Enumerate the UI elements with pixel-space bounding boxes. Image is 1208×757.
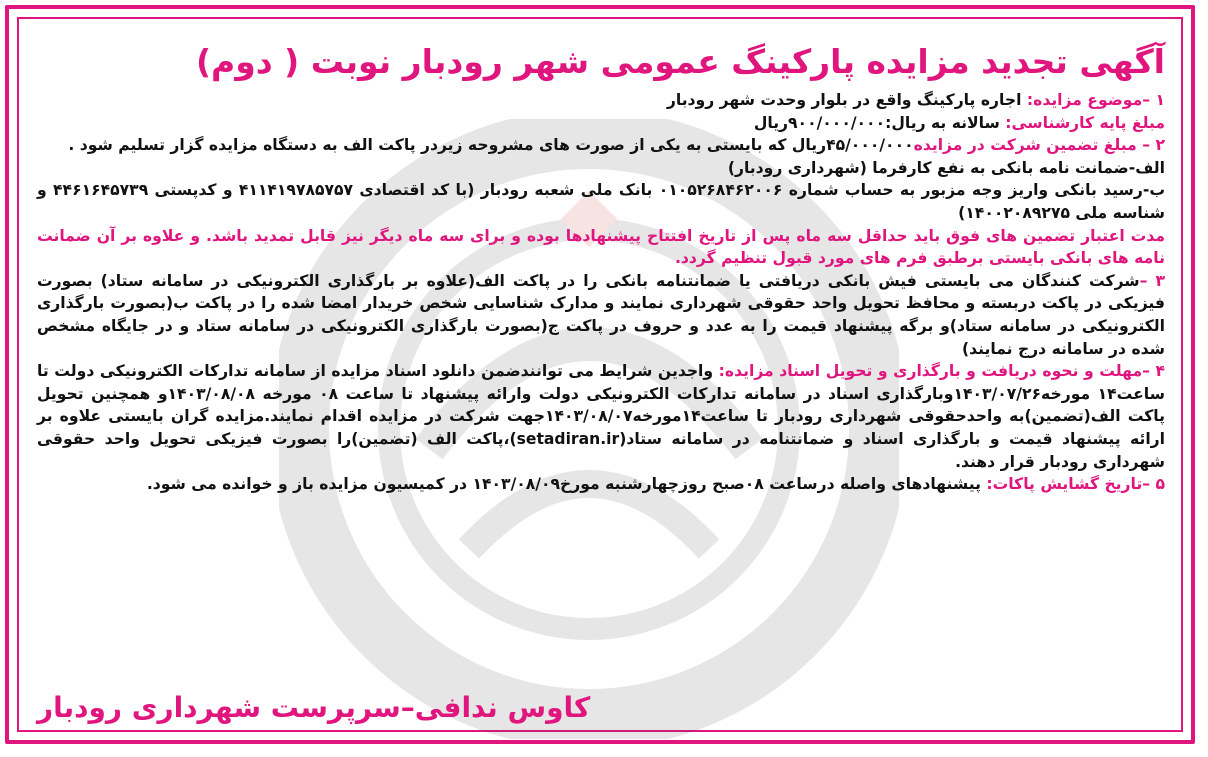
- section-2-item-a: الف-ضمانت نامه بانکی به نفع کارفرما (شهرداری رودبار): [727, 158, 1165, 177]
- section-1-text: اجاره پارکینگ واقع در بلوار وحدت شهر رودبار: [666, 91, 1027, 109]
- section-1: [37, 89, 1165, 112]
- section-2-text: ۴۵/۰۰۰/۰۰۰ریال که بایستی به یکی از صورت های مشروحه زیردر پاکت الف به دستگاه مزایده گزار تسلیم شود .: [68, 136, 914, 155]
- notice-frame: [5, 5, 1195, 744]
- base-price: [37, 112, 1165, 135]
- base-price-text: سالانه به ریال:۹۰۰/۰۰۰/۰۰۰ریال: [753, 113, 1006, 132]
- signature: کاوس ندافی–سرپرست شهرداری رودبار: [37, 691, 591, 724]
- section-3-text: شرکت کنندگان می بایستی فیش بانکی دریافتی یا ضمانتنامه بانکی را در پاکت الف(علاوه بر بارگذاری الکترونیکی در سامانه ستاد) بصورت فیزیکی در پاکت دربسته و محافظ تحویل واحد حقوقی شهرداری نمایند و مدارک شناسایی شخص خریدار امضا شده را در پاکت ب(بصورت بارگذاری الکترونیکی در سامانه ستاد)و برگه پیشنهاد قیمت را به عدد و حروف در پاکت ج(بصورت بارگذاری الکترونیکی در سامانه ستاد و در جایگاه مشخص شده در سامانه درج نمایند): [37, 271, 1165, 358]
- section-5: [37, 473, 1165, 496]
- section-3: [37, 270, 1165, 360]
- section-4-text-2: )،پاکت الف (تضمین)را بصورت فیزیکی تحویل واحد حقوقی شهرداری رودبار قرار دهند.: [37, 429, 1165, 471]
- section-2: [37, 134, 1165, 157]
- section-3-heading: ۳ –: [1139, 271, 1165, 290]
- notice-content: [37, 35, 1165, 724]
- setadiran-website-link[interactable]: setadiran.ir: [516, 429, 620, 448]
- notice-title: آگهی تجدید مزایده پارکینگ عمومی شهر رودبار نوبت ( دوم): [195, 42, 1165, 81]
- section-4: [37, 360, 1165, 473]
- section-2-item-b: ب-رسید بانکی واریز وجه مزبور به حساب شماره ۰۱۰۵۲۶۸۴۶۲۰۰۶ بانک ملی شعبه رودبار (با کد اقتصادی ۴۱۱۴۱۹۷۸۵۷۵۷ و کدپستی ۴۴۶۱۶۴۵۷۳۹ و شناسه ملی ۱۴۰۰۲۰۸۹۲۷۵): [37, 181, 1165, 222]
- section-4-heading: ۴ –مهلت و نحوه دریافت و بارگذاری و تحویل اسناد مزایده:: [718, 362, 1165, 381]
- section-2-heading: ۲ – مبلغ تضمین شرکت در مزایده: [913, 136, 1165, 155]
- base-price-heading: مبلغ پایه کارشناسی:: [1005, 113, 1165, 132]
- section-5-heading: ۵ –تاریخ گشایش پاکات:: [986, 475, 1165, 494]
- guarantee-validity-note: مدت اعتبار تضمین های فوق باید حداقل سه ماه پس از تاریخ افتتاح پیشنهادها بوده و برای سه ماه دیگر نیز قابل تمدید باشد. و علاوه بر آن ضمانت نامه های بانکی بایستی برطبق فرم های مورد قبول تنظیم گردد.: [37, 226, 1165, 268]
- section-5-text: پیشنهادهای واصله درساعت ۰۸صبح روزچهارشنبه مورخ۱۴۰۳/۰۸/۰۹ در کمیسیون مزایده باز و خوانده می شود.: [146, 475, 987, 494]
- section-1-heading: ۱ –موضوع مزایده:: [1026, 91, 1165, 109]
- section-4-text-1: واجدین شرایط می توانندضمن دانلود اسناد مزایده از سامانه تدارکات الکترونیکی دولت تا ساعت۱۴ مورخه۱۴۰۳/۰۷/۲۶وبارگذاری اسناد در سامانه تدارکات الکترونیکی دولت وارائه پیشنهاد تا ساعت ۰۸ مورخه ۱۴۰۳/۰۸/۰۸و همچنین تحویل پاکت الف(تضمین)به واحدحقوقی شهرداری رودبار تا ساعت۱۴مورخه۱۴۰۳/۰۸/۰۷جهت شرکت در مزایده اقدام نمایند.مزایده گران بایستی علاوه بر ارائه پیشنهاد قیمت و بارگذاری اسناد و ضمانتنامه در سامانه ستاد(: [37, 362, 1165, 448]
